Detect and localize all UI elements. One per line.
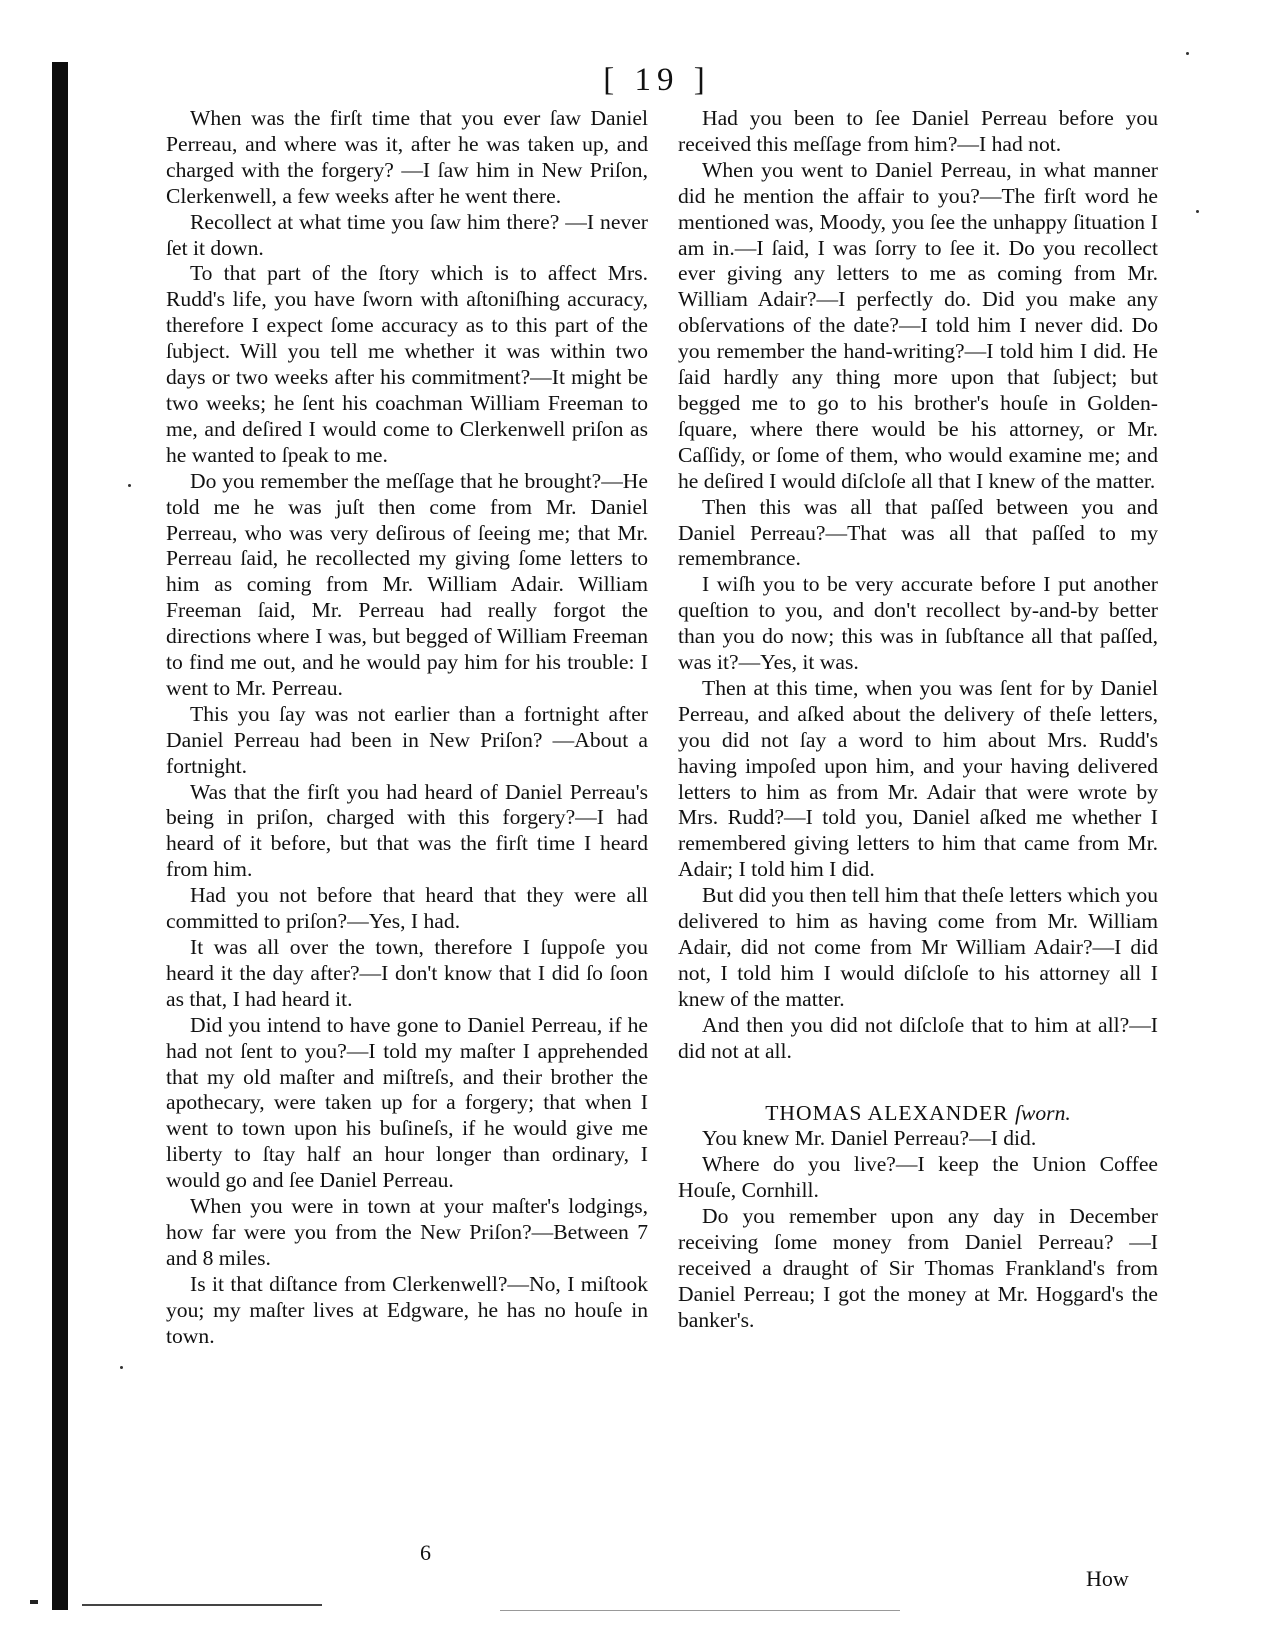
ink-speck (1196, 210, 1199, 213)
paragraph: When was the firſt time that you ever ſaw Daniel Perreau, and where was it, after he was taken up, and charged with the forgery? —I ſaw him in New Priſon, Clerkenwell, a few weeks after he went there. (166, 106, 648, 208)
paragraph: To that part of the ſtory which is to affect Mrs. Rudd's life, you have ſworn with aſtoniſhing accuracy, therefore I expect ſome accuracy as to this part of the ſubject. Will you tell me whether it was within two days or two weeks after his commitment?—It might be two weeks; he ſent his coachman William Freeman to me, and deſired I would come to Clerkenwell priſon as he wanted to ſpeak to me. (166, 261, 648, 467)
paragraph: But did you then tell him that theſe letters which you delivered to him as having come from Mr. William Adair, did not come from Mr William Adair?—I did not, I told him I would diſcloſe to his attorney all I knew of the matter. (678, 883, 1158, 1011)
ink-speck (120, 1366, 123, 1369)
signature-mark: 6 (420, 1540, 431, 1565)
ink-speck (1186, 52, 1189, 55)
paragraph: You knew Mr. Daniel Perreau?—I did. (702, 1126, 1037, 1151)
scan-edge-line (82, 1604, 322, 1606)
binding-shadow (52, 62, 68, 1610)
paragraph: Do you remember the meſſage that he brought?—He told me he was juſt then come from Mr. Daniel Perreau, who was very deſirous of ſeeing me; that Mr. Perreau ſaid, he recollected my giving ſome letters to him as coming from Mr. William Adair. William Freeman ſaid, Mr. Perreau had really forgot the directions where I was, but begged of William Freeman to find me out, and he would pay him for his trouble: I went to Mr. Perreau. (166, 468, 648, 700)
paragraph: When you were in town at your maſter's lodgings, how far were you from the New Priſon?—Between 7 and 8 miles. (166, 1194, 648, 1270)
paragraph: Was that the firſt you had heard of Daniel Perreau's being in priſon, charged with this forgery?—I had heard of it before, but that was the firſt time I heard from him. (166, 779, 648, 882)
catchword: How (1086, 1566, 1129, 1591)
paragraph: I wiſh you to be very accurate before I put another queſtion to you, and don't recollect by-and-by better than you do now; this was in ſubſtance all that paſſed, was it?—Yes, it was. (678, 572, 1158, 675)
page-number: [ 19 ] (603, 62, 711, 98)
paragraph: Then at this time, when you was ſent for by Daniel Perreau, and aſked about the delivery of theſe letters, you did not ſay a word to him about Mrs. Rudd's having impoſed upon him, and your having delivered letters to him as from Mr. Adair that were wrote by Mrs. Rudd?—I told you, Daniel aſked me whether I remembered giving letters to him that came from Mr. Adair; I told him I did. (678, 675, 1158, 882)
right-column (678, 106, 1158, 1334)
paragraph: Where do you live?—I keep the Union Coffee Houſe, Cornhill. (678, 1152, 1158, 1203)
paragraph: When you went to Daniel Perreau, in what manner did he mention the affair to you?—The firſt word he mentioned was, Moody, you ſee the unhappy ſituation I am in.—I ſaid, I was ſorry to ſee it. Do you recollect ever giving any letters to me as coming from Mr. William Adair?—I perfectly do. Did you make any obſervations of the date?—I told him I never did. Do you remember the hand-writing?—I told him I did. He ſaid hardly any thing more upon that ſubject; but begged me to go to his brother's houſe in Golden-ſquare, where there would be his attorney, or Mr. Caſſidy, or ſome of them, who would examine me; and he deſired I would diſcloſe all that I knew of the matter. (678, 157, 1158, 493)
paragraph: This you ſay was not earlier than a fortnight after Daniel Perreau had been in New Priſon? —About a fortnight. (166, 701, 648, 778)
paragraph: Had you been to ſee Daniel Perreau before you received this meſſage from him?—I had not. (678, 106, 1158, 156)
witness-name: THOMAS ALEXANDER (765, 1100, 1009, 1125)
paragraph: It was all over the town, therefore I ſuppoſe you heard it the day after?—I don't know that I did ſo ſoon as that, I had heard it. (166, 935, 648, 1011)
paragraph: And then you did not diſcloſe that to him at all?—I did not at all. (678, 1012, 1158, 1063)
paragraph: Had you not before that heard that they were all committed to priſon?—Yes, I had. (166, 883, 648, 934)
left-column (166, 106, 648, 1350)
paragraph: Recollect at what time you ſaw him there? —I never ſet it down. (166, 209, 648, 260)
witness-status: ſworn. (1014, 1100, 1071, 1125)
scan-mark (30, 1600, 38, 1604)
witness-heading (678, 1101, 1158, 1127)
scan-edge-line (500, 1610, 900, 1611)
ink-speck (128, 484, 131, 487)
paragraph: Is it that diſtance from Clerkenwell?—No, I miſtook you; my maſter lives at Edgware, he has no houſe in town. (166, 1271, 648, 1348)
paragraph: Then this was all that paſſed between you and Daniel Perreau?—That was all that paſſed to my remembrance. (678, 494, 1158, 571)
paragraph: Do you remember upon any day in December receiving ſome money from Daniel Perreau? —I received a draught of Sir Thomas Frankland's from Daniel Perreau; I got the money at Mr. Hoggard's the banker's. (678, 1204, 1158, 1332)
paragraph: Did you intend to have gone to Daniel Perreau, if he had not ſent to you?—I told my maſter I apprehended that my old maſter and miſtreſs, and their brother the apothecary, were taken up for a forgery; that when I went to town upon his buſineſs, if he would give me liberty to ſtay half an hour longer than ordinary, I would go and ſee Daniel Perreau. (166, 1012, 648, 1193)
